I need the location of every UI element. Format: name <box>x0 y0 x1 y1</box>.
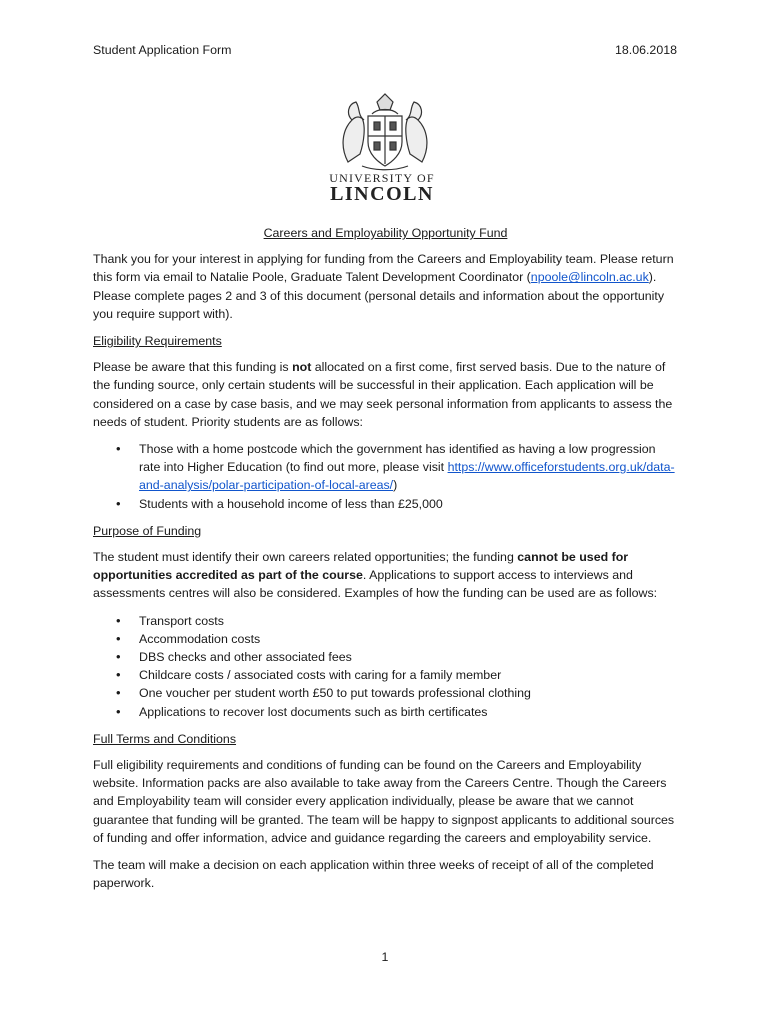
header-date: 18.06.2018 <box>614 43 677 57</box>
list-item: • DBS checks and other associated fees <box>139 648 678 666</box>
terms-paragraph: Full eligibility requirements and conditions of funding can be found on the Careers and Employability website. Information packs are also available to take away from the Careers Centre. Though the Careers and Employability team will consider every application individually, please be aware that we cannot guarantee that funding will be granted. The team will be happy to signpost applicants to additional sources of funding and offer information, advice and guidance regarding the careers and employability service. <box>93 758 675 845</box>
email-link[interactable]: npoole@lincoln.ac.uk <box>530 270 649 285</box>
purpose-paragraph: The student must identify their own careers related opportunities; the funding cannot be used for opportunities accredited as part of the course. Applications to support access to interviews and assessments centres will also be considered. Examples of how the funding can be used are as follows: <box>93 550 658 601</box>
list-item: • Those with a home postcode which the government has identified as having a low progression rate into Higher Education (to find out more, please visit https://www.officeforstudents.org.uk/data-and-analysis/polar-participation-of-local-areas/) <box>139 440 678 495</box>
intro-paragraph: Thank you for your interest in applying for funding from the Careers and Employability team. Please return this form via email to Natalie Poole, Graduate Talent Development Coordinator (npoole@lincoln.ac.uk). Please complete pages 2 and 3 of this document (personal details and information about the opportunity you require support with). <box>93 252 674 321</box>
list-item: • Applications to recover lost documents such as birth certificates <box>139 703 678 721</box>
decision-paragraph: The team will make a decision on each application within three weeks of receipt of all of the completed paperwork. <box>93 858 654 891</box>
terms-heading: Full Terms and Conditions <box>93 731 237 746</box>
funding-uses-list <box>93 612 678 721</box>
eligibility-paragraph: Please be aware that this funding is not allocated on a first come, first served basis. Due to the nature of the funding source, only certain students will be successful in their application. Each application will be considered on a case by case basis, and we may seek personal information from applicants to assess the needs of student. Priority students are as follows: <box>93 360 673 429</box>
logo-line-university-of: UNIVERSITY OF <box>329 171 435 185</box>
logo-line-lincoln: LINCOLN <box>330 183 434 205</box>
list-item: • Transport costs <box>139 612 678 630</box>
eligibility-heading: Eligibility Requirements <box>93 334 222 349</box>
purpose-heading: Purpose of Funding <box>93 523 202 538</box>
list-item: • Accommodation costs <box>139 630 678 648</box>
document-body <box>93 224 678 902</box>
list-item: • Childcare costs / associated costs with caring for a family member <box>139 666 678 684</box>
polar-link[interactable]: https://www.officeforstudents.org.uk/data-and-analysis/polar-participation-of-local-areas/ <box>139 460 675 493</box>
list-item: • One voucher per student worth £50 to put towards professional clothing <box>139 684 678 702</box>
document-title: Careers and Employability Opportunity Fund <box>263 226 508 240</box>
header-title: Student Application Form <box>93 43 232 57</box>
list-item: • Students with a household income of less than £25,000 <box>139 495 678 513</box>
university-crest-logo <box>330 92 440 172</box>
priority-students-list <box>93 440 678 513</box>
page-number: 1 <box>381 950 389 964</box>
